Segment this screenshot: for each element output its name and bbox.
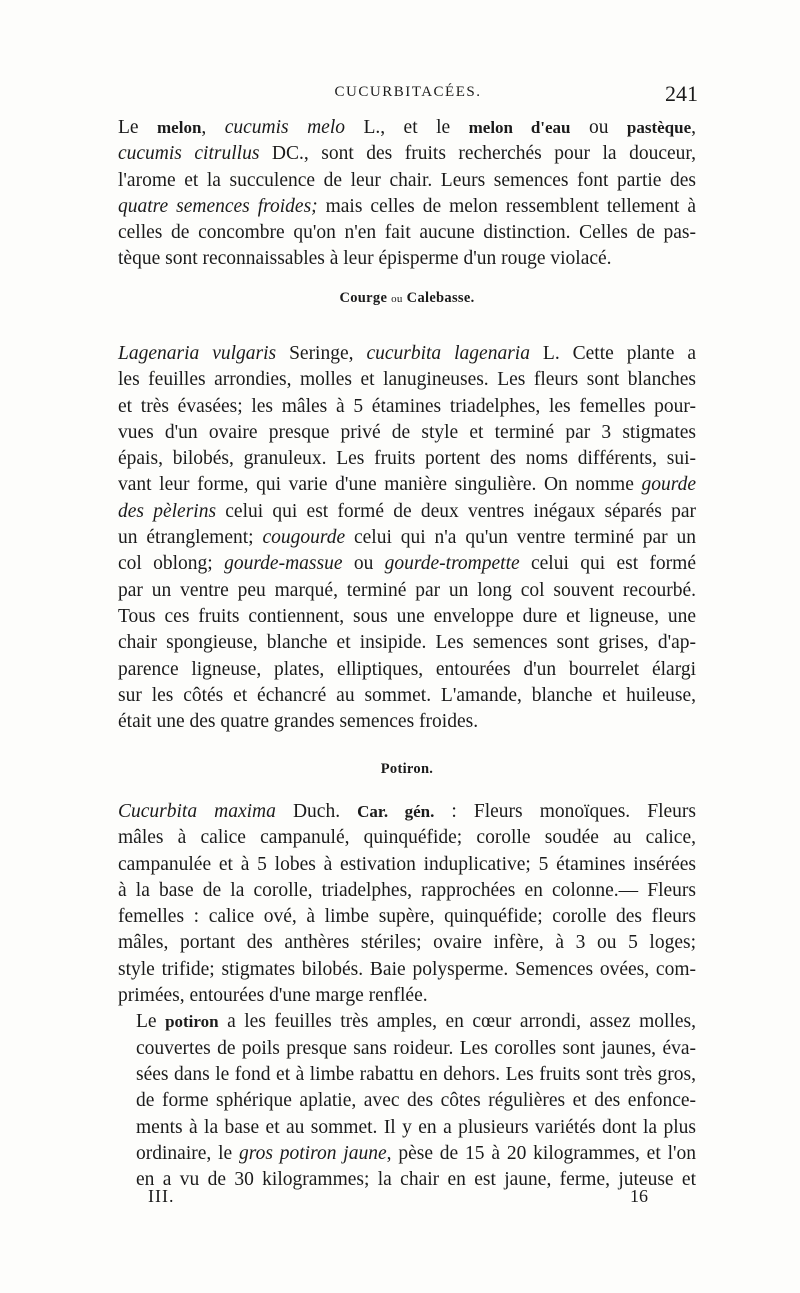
term-potiron: potiron xyxy=(165,1012,219,1032)
term-gourde-trompette: gourde-trompette xyxy=(384,553,520,575)
text-line: cucumis citrullus DC., sont des fruits recherchés pour la douceur, xyxy=(118,143,696,165)
section-heading-potiron: Potiron. xyxy=(380,761,434,777)
taxon-cucumis-melo: cucumis melo xyxy=(224,117,345,138)
text-line: l'arome et la succulence de leur chair. Leurs semences font partie des xyxy=(118,169,696,191)
text-line: chair spongieuse, blanche et insipide. Les semences sont grises, d'ap- xyxy=(118,632,696,654)
text-line: femelles : calice ové, à limbe supère, quinquéfide; corolle des fleurs xyxy=(118,906,696,928)
potiron-paragraphs-block xyxy=(118,799,696,1193)
melon-paragraph-block xyxy=(118,115,696,273)
text-line: épais, bilobés, granuleux. Les fruits portent des noms différents, sui- xyxy=(118,448,696,470)
running-title: CUCURBITACÉES. xyxy=(334,84,482,100)
text-line: ments à la base et au sommet. Il y en a plusieurs variétés dont la plus xyxy=(136,1116,696,1138)
term-gourde-massue: gourde-massue xyxy=(224,553,343,575)
text-line: parence ligneuse, plates, elliptiques, entourées d'un bourrelet élargi xyxy=(118,658,696,680)
term-car-gen: Car. gén. xyxy=(357,802,435,821)
text-line: vant leur forme, qui varie d'une manière singulière. On nomme gourde xyxy=(118,474,696,496)
signature-mark: III. xyxy=(148,1186,175,1206)
term-cougourde: cougourde xyxy=(262,527,346,549)
text-line: Tous ces fruits contiennent, sous une enveloppe dure et ligneuse, une xyxy=(118,605,696,627)
text-line: les feuilles arrondies, molles et lanugineuses. Les fleurs sont blanches xyxy=(118,369,696,391)
sheet-number: 16 xyxy=(630,1186,648,1206)
term-melon: melon xyxy=(157,118,202,137)
text-line: mâles, portant des anthères stériles; ovaire infère, à 3 ou 5 loges; xyxy=(118,932,696,954)
courge-paragraph xyxy=(118,341,696,735)
courge-paragraph-block xyxy=(118,341,696,735)
text-line: Le potiron a les feuilles très amples, en cœur arrondi, assez molles, xyxy=(136,1011,697,1033)
text-line: Lagenaria vulgaris Seringe, cucurbita lagenaria L. Cette plante a xyxy=(118,343,696,364)
text-line: celles de concombre qu'on n'en fait aucune distinction. Celles de pas- xyxy=(118,222,696,244)
text-line: sées dans le fond et à limbe rabattu en dehors. Les fruits sont très gros, xyxy=(136,1063,696,1085)
running-head xyxy=(118,81,698,108)
melon-paragraph xyxy=(118,115,696,273)
text-line: Cucurbita maxima Duch. Car. gén. : Fleurs monoïques. Fleurs xyxy=(118,801,696,822)
text-line: sur les côtés et échancré au sommet. L'amande, blanche et huileuse, xyxy=(118,684,696,706)
text-line: en a vu de 30 kilogrammes; la chair en est jaune, ferme, juteuse et xyxy=(136,1169,696,1191)
text-line: ordinaire, le gros potiron jaune, pèse de 15 à 20 kilogrammes, et l'on xyxy=(136,1142,696,1164)
taxon-cucumis-citrullus: cucumis citrullus xyxy=(118,143,260,165)
text-line: style trifide; stigmates bilobés. Baie polysperme. Semences ovées, com- xyxy=(118,958,696,980)
taxon-cucurbita-maxima: Cucurbita maxima xyxy=(118,801,276,822)
text-line: couvertes de poils presque sans roideur. Les corolles sont jaunes, éva- xyxy=(136,1037,696,1059)
text-line: mâles à calice campanulé, quinquéfide; corolle soudée au calice, xyxy=(118,827,696,849)
term-gros-potiron-jaune: gros potiron jaune xyxy=(238,1142,387,1164)
text-line: tèque sont reconnaissables à leur épisperme d'un rouge violacé. xyxy=(118,248,612,270)
text-line: col oblong; gourde-massue ou gourde-trompette celui qui est formé xyxy=(118,553,696,575)
term-des-pelerins: des pèlerins xyxy=(118,500,217,522)
term-pasteque: pastèque xyxy=(626,118,692,137)
section-heading-courge: Courge ou Calebasse. xyxy=(339,290,475,306)
text-line: un étranglement; cougourde celui qui n'a qu'un ventre terminé par un xyxy=(118,527,696,549)
taxon-lagenaria-vulgaris: Lagenaria vulgaris xyxy=(118,343,277,364)
text-line: vues d'un ovaire presque privé de style et terminé par 3 stigmates xyxy=(118,421,696,443)
text-line: par un ventre peu marqué, terminé par un long col souvent recourbé. xyxy=(118,579,696,601)
text-line: des pèlerins celui qui est formé de deux ventres inégaux séparés par xyxy=(118,500,696,522)
text-line: campanulée et à 5 lobes à estivation induplicative; 5 étamines insérées xyxy=(118,853,696,875)
term-melon-d-eau: melon d'eau xyxy=(468,118,571,137)
page-number: 241 xyxy=(665,81,698,106)
text-line: quatre semences froides; mais celles de melon ressemblent tellement à xyxy=(118,195,696,217)
text-line: à la base de la corolle, triadelphes, rapprochées en colonne.— Fleurs xyxy=(118,879,696,901)
text-line: de forme sphérique aplatie, avec des côtes régulières et des enfonce- xyxy=(136,1090,696,1112)
text-line: Le melon, cucumis melo L., et le melon d'eau ou pastèque, xyxy=(118,117,697,138)
text-line: était une des quatre grandes semences froides. xyxy=(118,711,479,733)
term-quatre-semences-froides: quatre semences froides; xyxy=(118,195,318,217)
taxon-cucurbita-lagenaria: cucurbita lagenaria xyxy=(366,343,530,364)
term-gourde: gourde xyxy=(641,474,696,496)
text-line: primées, entourées d'une marge renflée. xyxy=(118,985,428,1007)
text-line: et très évasées; les mâles à 5 étamines triadelphes, les femelles pour- xyxy=(118,395,696,417)
potiron-characters-paragraph xyxy=(118,799,696,1009)
potiron-description-paragraph xyxy=(118,1009,696,1193)
